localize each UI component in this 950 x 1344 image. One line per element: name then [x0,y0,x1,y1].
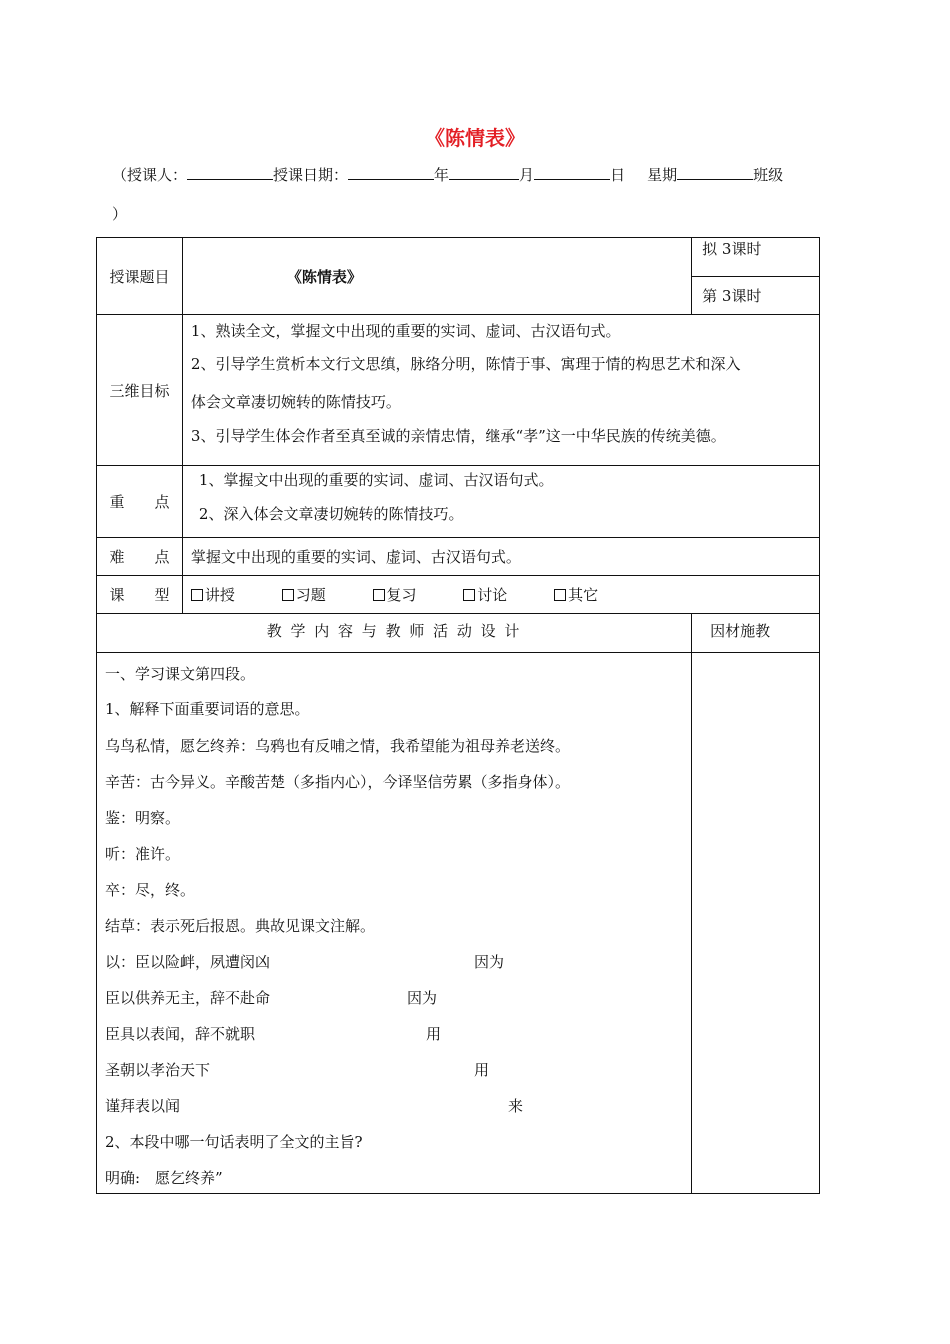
year-label: 年 [434,166,450,184]
topic-label: 授课题目 [97,238,183,315]
content-line: 谨拜表以闻 [105,1097,181,1115]
weekday-blank[interactable] [677,163,753,180]
month-label: 月 [519,166,535,184]
meaning-note: 用 [474,1061,490,1079]
key-label: 重 点 [97,466,183,538]
adapt-column [692,653,820,1194]
goal-3: 3、引导学生体会作者至真至诚的亲情忠情，继承“孝”这一中华民族的传统美德。 [190,427,726,445]
checkbox-icon [554,589,566,601]
content-line: 结草：表示死后报恩。典故见课文注解。 [105,917,376,935]
lesson-meta-line [112,163,783,185]
key-point-1: 1、掌握文中出现的重要的实词、虚词、古汉语句式。 [198,471,554,489]
meta-close: ） [112,205,128,223]
weekday-label: 星期 [647,166,678,184]
content-line: 以：臣以险衅，夙遭闵凶 [105,953,271,971]
checkbox-icon [282,589,294,601]
type-option-lecture[interactable]: 讲授 [191,584,235,605]
checkbox-icon [463,589,475,601]
meaning-note: 来 [508,1097,524,1115]
content-line: 2、本段中哪一句话表明了全文的主旨? [105,1133,363,1151]
content-line: 明确: 愿乞终养” [105,1169,223,1187]
meaning-note: 因为 [474,953,505,971]
class-label: 班级 [753,166,784,184]
content-line: 1、解释下面重要词语的意思。 [105,700,310,718]
current-hour: 第 3课时 [702,286,762,305]
goal-2-cont: 体会文章凄切婉转的陈情技巧。 [190,393,401,411]
content-line: 鉴：明察。 [105,809,181,827]
year-blank[interactable] [348,163,434,180]
checkbox-icon [191,589,203,601]
teacher-label: （授课人： [112,166,188,184]
document-title: 《陈情表》 [425,126,525,150]
meaning-note: 用 [426,1025,442,1043]
content-line: 臣以供养无主，辞不赴命 [105,989,271,1007]
content-line: 听：准许。 [105,845,181,863]
day-blank[interactable] [534,163,610,180]
content-line: 一、学习课文第四段。 [105,665,256,683]
content-line: 乌鸟私情，愿乞终养：乌鸦也有反哺之情，我希望能为祖母养老送终。 [105,737,571,755]
date-label: 授课日期： [273,166,349,184]
type-option-review[interactable]: 复习 [373,584,417,605]
adapt-header: 因材施教 [692,614,820,653]
meaning-note: 因为 [407,989,438,1007]
design-header: 教 学 内 容 与 教 师 活 动 设 计 [266,622,522,640]
content-line: 臣具以表闻，辞不就职 [105,1025,256,1043]
type-option-exercise[interactable]: 习题 [282,584,326,605]
content-line: 辛苦：古今异义。辛酸苦楚（多指内心），今译坚信劳累（多指身体）。 [105,773,571,791]
goals-label: 三维目标 [97,315,183,466]
key-point-2: 2、深入体会文章凄切婉转的陈情技巧。 [198,505,464,523]
checkbox-icon [373,589,385,601]
content-line: 卒：尽，终。 [105,881,196,899]
lesson-plan-table [96,237,820,1194]
type-label: 课 型 [97,576,183,614]
goal-2: 2、引导学生赏析本文行文思缜，脉络分明，陈情于事、寓理于情的构思艺术和深入 [190,355,741,373]
type-option-discussion[interactable]: 讨论 [463,584,507,605]
month-blank[interactable] [449,163,519,180]
difficult-label: 难 点 [97,538,183,576]
day-label: 日 [610,166,626,184]
topic-value: 《陈情表》 [286,267,362,286]
goal-1: 1、熟读全文，掌握文中出现的重要的实词、虚词、古汉语句式。 [190,322,621,340]
type-option-other[interactable]: 其它 [554,584,598,605]
content-area [97,653,691,1193]
content-line: 圣朝以孝治天下 [105,1061,211,1079]
plan-hours: 拟 3课时 [692,238,819,276]
difficult-value: 掌握文中出现的重要的实词、虚词、古汉语句式。 [182,538,819,576]
teacher-blank[interactable] [187,163,273,180]
